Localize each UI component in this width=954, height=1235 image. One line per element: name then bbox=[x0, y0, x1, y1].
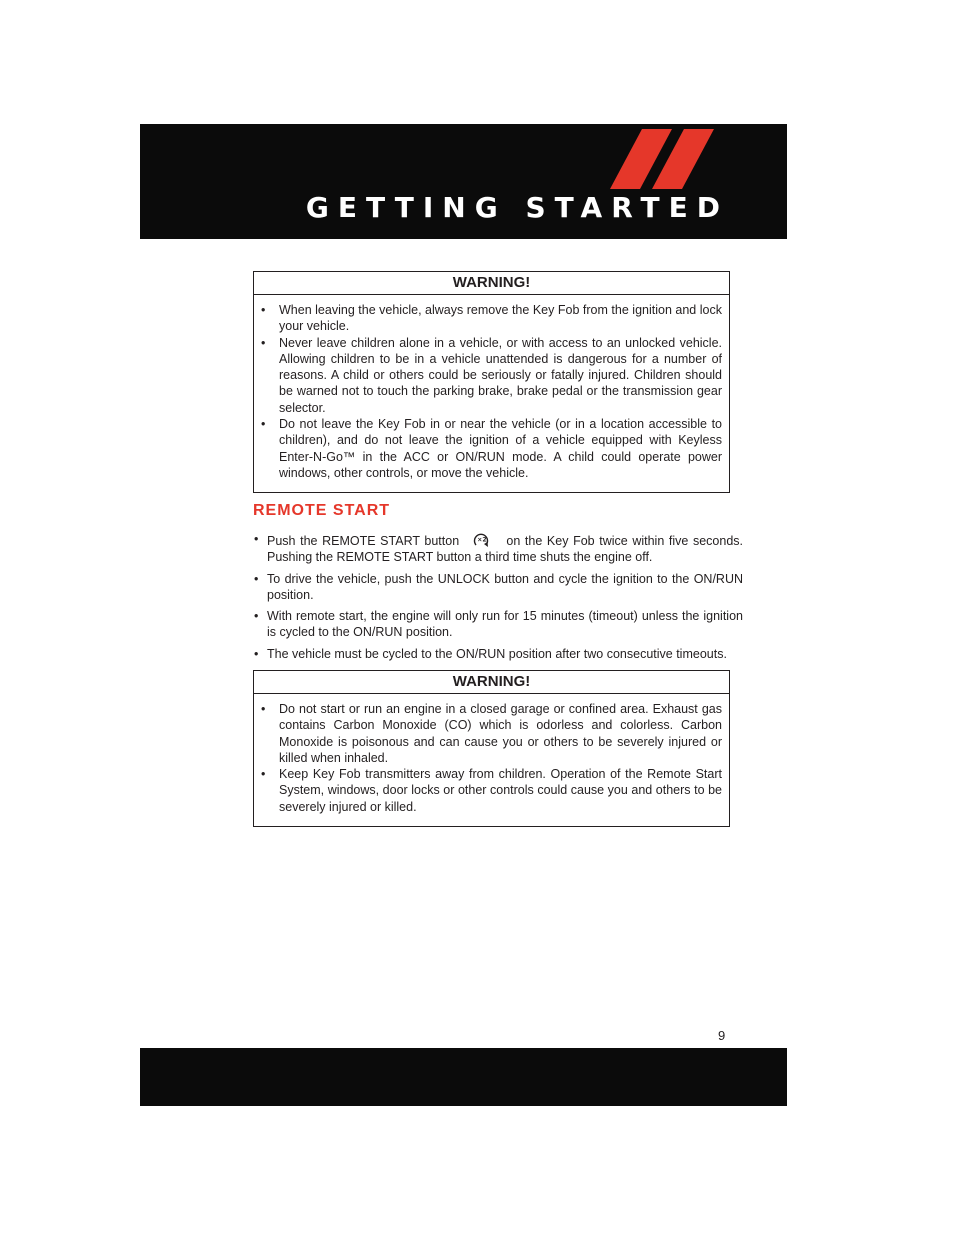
warning-heading: WARNING! bbox=[254, 272, 729, 295]
warning-item: • When leaving the vehicle, always remove the Key Fob from the ignition and lock your vehicle. bbox=[279, 302, 722, 335]
section-title: GETTING STARTED bbox=[305, 191, 729, 224]
svg-text:×2: ×2 bbox=[477, 536, 487, 544]
warning-item: • Keep Key Fob transmitters away from children. Operation of the Remote Start System, windows, door locks or other controls could cause you and others to be severely injured or killed. bbox=[279, 766, 722, 815]
remote-start-heading: REMOTE START bbox=[253, 502, 391, 519]
page-number: 9 bbox=[718, 1028, 726, 1043]
remote-start-item-text-a: Push the REMOTE START button bbox=[267, 534, 460, 548]
warning-list bbox=[254, 295, 729, 481]
footer-band bbox=[140, 1048, 787, 1106]
remote-start-item-text-b: on the Key Fob twice within five seconds. Pushing the REMOTE START button a third time shuts the engine off. bbox=[267, 534, 743, 565]
warning-box-remote-start bbox=[253, 670, 730, 827]
remote-start-item: • To drive the vehicle, push the UNLOCK button and cycle the ignition to the ON/RUN position. bbox=[267, 571, 743, 604]
remote-start-item: • The vehicle must be cycled to the ON/RUN position after two consecutive timeouts. bbox=[267, 646, 743, 662]
warning-item: • Do not start or run an engine in a closed garage or confined area. Exhaust gas contains Carbon Monoxide (CO) which is odorless and colorless. Carbon Monoxide is poisonous and can cause you or others to be severely injured or killed when inhaled. bbox=[279, 701, 722, 766]
remote-start-item bbox=[267, 531, 743, 566]
warning-list bbox=[254, 694, 729, 815]
warning-item: • Never leave children alone in a vehicle, or with access to an unlocked vehicle. Allowing children to be in a vehicle unattended is dangerous for a number of reasons. A child or others could be seriously or fatally injured. Children should be warned not to touch the parking brake, brake pedal or the transmission gear selector. bbox=[279, 335, 722, 416]
remote-start-icon bbox=[470, 531, 492, 549]
brand-stripes-logo bbox=[610, 129, 720, 189]
header-band bbox=[140, 124, 787, 239]
remote-start-item: • With remote start, the engine will only run for 15 minutes (timeout) unless the ignition is cycled to the ON/RUN position. bbox=[267, 608, 743, 641]
remote-start-list bbox=[253, 531, 743, 667]
warning-box-key-fob bbox=[253, 271, 730, 493]
warning-heading: WARNING! bbox=[254, 671, 729, 694]
warning-item: • Do not leave the Key Fob in or near the vehicle (or in a location accessible to children), and do not leave the ignition of a vehicle equipped with Keyless Enter-N-Go™ in the ACC or ON/RUN mode. A child could operate power windows, other controls, or move the vehicle. bbox=[279, 416, 722, 481]
